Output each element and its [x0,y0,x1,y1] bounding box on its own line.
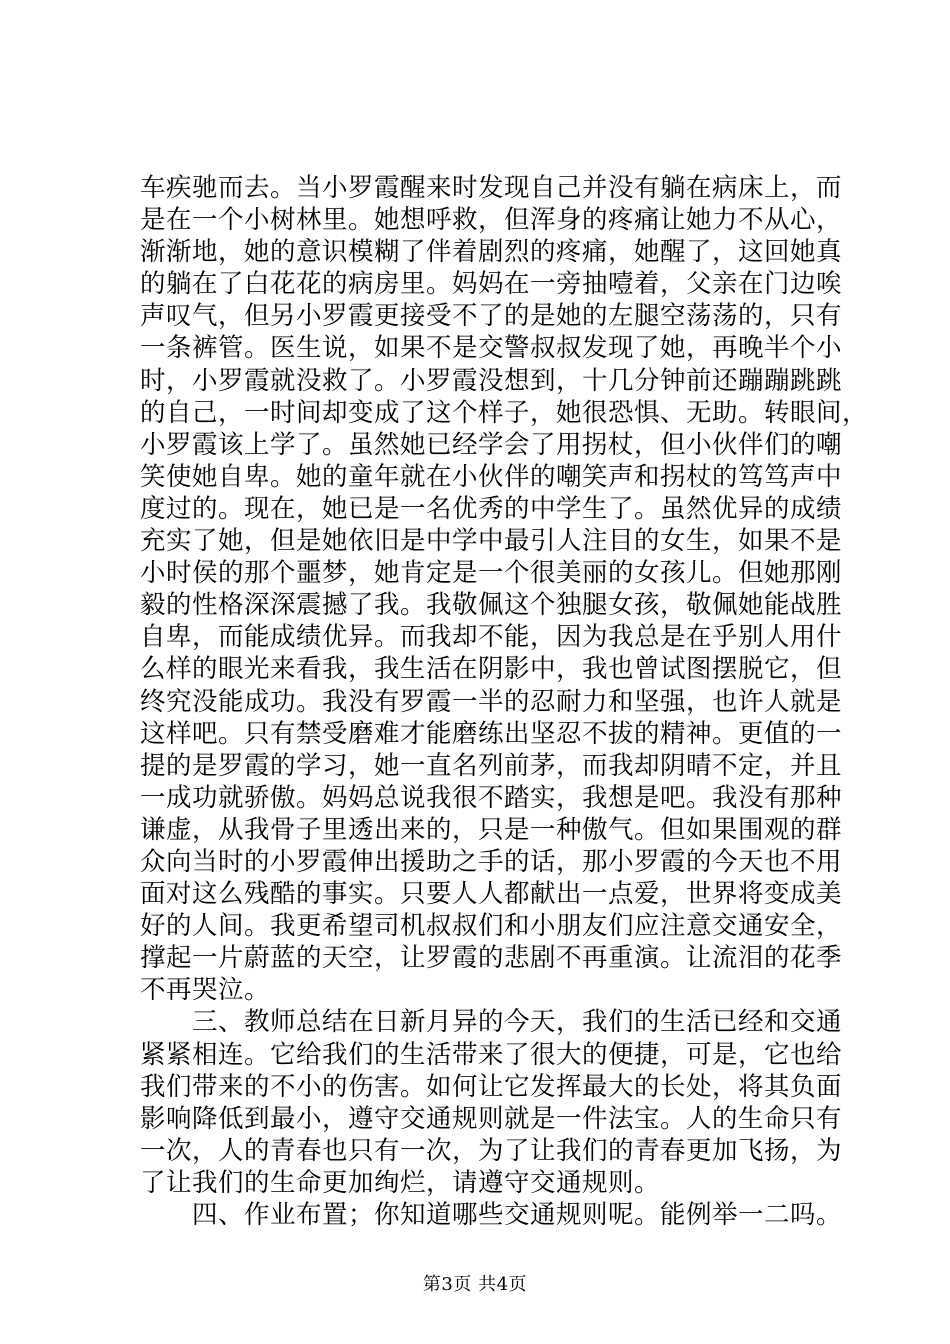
page-number-footer: 第3页 共4页 [422,1274,528,1295]
text-line: 小时侯的那个噩梦，她肯定是一个很美丽的女孩儿。但她那刚 [140,558,843,589]
text-line: 自卑，而能成绩优异。而我却不能，因为我总是在乎别人用什 [140,622,843,653]
text-line: 一成功就骄傲。妈妈总说我很不踏实，我想是吧。我没有那种 [140,782,843,813]
text-line: 面对这么残酷的事实。只要人人都献出一点爱，世界将变成美 [140,879,843,910]
text-line: 撑起一片蔚蓝的天空，让罗霞的悲剧不再重演。让流泪的花季 [140,943,843,974]
text-line: 紧紧相连。它给我们的生活带来了很大的便捷，可是，它也给 [140,1039,843,1070]
text-line: 影响降低到最小，遵守交通规则就是一件法宝。人的生命只有 [140,1103,843,1134]
text-line: 提的是罗霞的学习，她一直名列前茅，而我却阴晴不定，并且 [140,750,843,781]
text-line: 一次，人的青春也只有一次，为了让我们的青春更加飞扬，为 [140,1135,843,1166]
text-line: 终究没能成功。我没有罗霞一半的忍耐力和坚强，也许人就是 [140,686,843,717]
text-line: 一条裤管。医生说，如果不是交警叔叔发现了她，再晚半个小 [140,333,843,364]
text-line: 充实了她，但是她依旧是中学中最引人注目的女生，如果不是 [140,526,843,557]
text-line: 不再哭泣。 [140,975,271,1006]
section-heading-summary: 三、教师总结在日新月异的今天，我们的生活已经和交通 [140,1007,843,1038]
text-line: 是在一个小树林里。她想呼救，但浑身的疼痛让她力不从心， [140,205,843,236]
text-line: 时，小罗霞就没救了。小罗霞没想到，十几分钟前还蹦蹦跳跳 [140,365,843,396]
body-text [140,172,869,1231]
text-line: 谦虚，从我骨子里透出来的，只是一种傲气。但如果围观的群 [140,814,843,845]
text-line: 车疾驰而去。当小罗霞醒来时发现自己并没有躺在病床上，而 [140,173,843,203]
text-line: 声叹气，但另小罗霞更接受不了的是她的左腿空荡荡的，只有 [140,301,843,332]
text-line: 我们带来的不小的伤害。如何让它发挥最大的长处，将其负面 [140,1071,843,1102]
text-line: 众向当时的小罗霞伸出援助之手的话，那小罗霞的今天也不用 [140,846,843,877]
text-line: 毅的性格深深震撼了我。我敬佩这个独腿女孩，敬佩她能战胜 [140,590,843,621]
text-line: 度过的。现在，她已是一名优秀的中学生了。虽然优异的成绩 [140,493,843,524]
text-line: 的躺在了白花花的病房里。妈妈在一旁抽噎着，父亲在门边唉 [140,269,843,300]
text-line: 么样的眼光来看我，我生活在阴影中，我也曾试图摆脱它，但 [140,654,843,685]
text-line: 小罗霞该上学了。虽然她已经学会了用拐杖，但小伙伴们的嘲 [140,429,843,460]
section-heading-homework: 四、作业布置；你知道哪些交通规则呢。能例举一二吗。 [140,1200,843,1230]
text-line: 了让我们的生命更加绚烂，请遵守交通规则。 [140,1167,661,1198]
text-line: 笑使她自卑。她的童年就在小伙伴的嘲笑声和拐杖的笃笃声中 [140,461,843,492]
text-line: 好的人间。我更希望司机叔叔们和小朋友们应注意交通安全， [140,911,843,942]
text-line: 的自己，一时间却变成了这个样子，她很恐惧、无助。转眼间， [140,397,869,428]
text-line: 这样吧。只有禁受磨难才能磨练出坚忍不拔的精神。更值的一 [140,718,843,749]
text-line: 渐渐地，她的意识模糊了伴着剧烈的疼痛，她醒了，这回她真 [140,237,843,268]
